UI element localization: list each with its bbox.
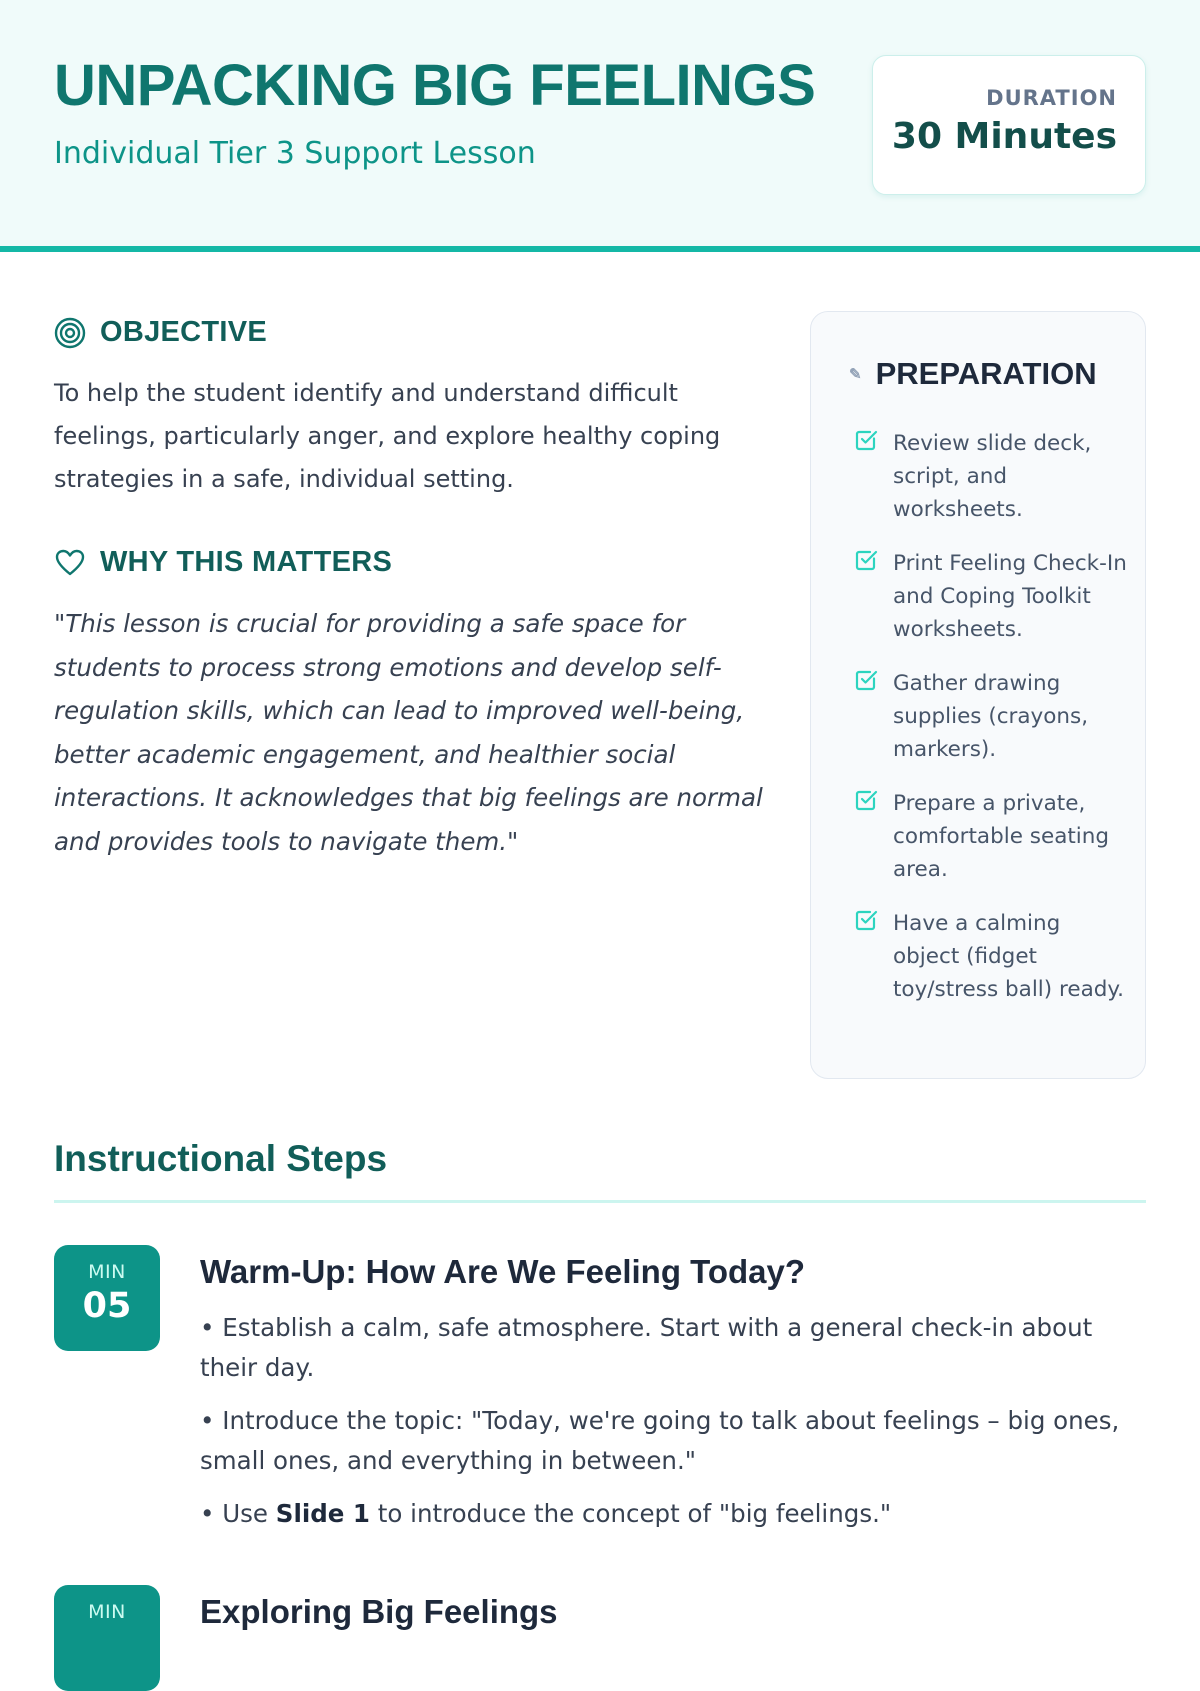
step-bullet-text: • Introduce the topic: "Today, we're going to talk about feelings – big ones, small ones, and everything in between."	[200, 1406, 1120, 1475]
preparation-heading-label: PREPARATION	[875, 356, 1097, 391]
duration-label: DURATION	[986, 86, 1117, 110]
why-matters-heading	[54, 546, 392, 579]
preparation-item	[853, 907, 1133, 1006]
minute-badge	[54, 1585, 160, 1691]
preparation-item	[853, 667, 1133, 766]
step-bullet	[200, 1494, 1146, 1534]
steps-divider	[54, 1200, 1146, 1203]
step-bullet	[200, 1401, 1146, 1481]
checkbox-checked-icon	[853, 667, 879, 693]
minute-badge	[54, 1245, 160, 1351]
step-title: Exploring Big Feelings	[200, 1593, 558, 1630]
preparation-item	[853, 427, 1133, 526]
minute-badge-value: 05	[82, 1286, 132, 1326]
preparation-item	[853, 787, 1133, 886]
preparation-item-text: Gather drawing supplies (crayons, markers).	[893, 671, 1089, 762]
minute-badge-label: MIN	[88, 1601, 126, 1623]
preparation-item-text: Prepare a private, comfortable seating area.	[893, 791, 1110, 882]
preparation-item-text: Have a calming object (fidget toy/stress ball) ready.	[893, 911, 1124, 1002]
step-bullet	[200, 1308, 1146, 1388]
preparation-card	[810, 311, 1146, 1079]
step-title: Warm-Up: How Are We Feeling Today?	[200, 1253, 806, 1290]
checkbox-checked-icon	[853, 907, 879, 933]
step-bullet-text: • Establish a calm, safe atmosphere. Start with a general check-in about their day.	[200, 1313, 1093, 1382]
preparation-list	[853, 427, 1133, 1027]
preparation-item-text: Print Feeling Check-In and Coping Toolkit worksheets.	[893, 551, 1127, 642]
duration-value: 30 Minutes	[891, 116, 1117, 157]
step-bullet-text-end: to introduce the concept of "big feelings."	[369, 1499, 892, 1528]
duration-card	[872, 55, 1146, 195]
objective-heading-label: OBJECTIVE	[100, 316, 268, 348]
preparation-heading	[849, 356, 1097, 392]
step-bullets	[200, 1308, 1146, 1547]
preparation-item	[853, 547, 1133, 646]
target-icon	[54, 317, 86, 349]
step-bullet-text: • Use	[200, 1499, 276, 1528]
why-matters-heading-label: WHY THIS MATTERS	[100, 546, 393, 578]
lesson-header	[0, 0, 1200, 252]
lesson-subtitle: Individual Tier 3 Support Lesson	[54, 136, 536, 171]
preparation-item-text: Review slide deck, script, and worksheets.	[893, 431, 1092, 522]
minute-badge-label: MIN	[88, 1261, 126, 1283]
pencil-icon: ✎	[849, 366, 862, 383]
step-bullet-bold: Slide 1	[275, 1499, 370, 1528]
lesson-title: UNPACKING BIG FEELINGS	[54, 53, 816, 118]
objective-heading	[54, 316, 267, 349]
checkbox-checked-icon	[853, 427, 879, 453]
checkbox-checked-icon	[853, 547, 879, 573]
steps-heading: Instructional Steps	[54, 1138, 388, 1179]
why-matters-quote: "This lesson is crucial for providing a safe space for students to process strong emotions and develop self-regulation skills, which can lead to improved well-being, better academic engagement, and healthier social interactions. It acknowledges that big feelings are normal and provides tools to navigate them."	[54, 609, 763, 856]
checkbox-checked-icon	[853, 787, 879, 813]
heart-icon	[54, 547, 86, 579]
objective-text: To help the student identify and understand difficult feelings, particularly anger, and explore healthy coping strategies in a safe, individual setting.	[54, 379, 721, 493]
